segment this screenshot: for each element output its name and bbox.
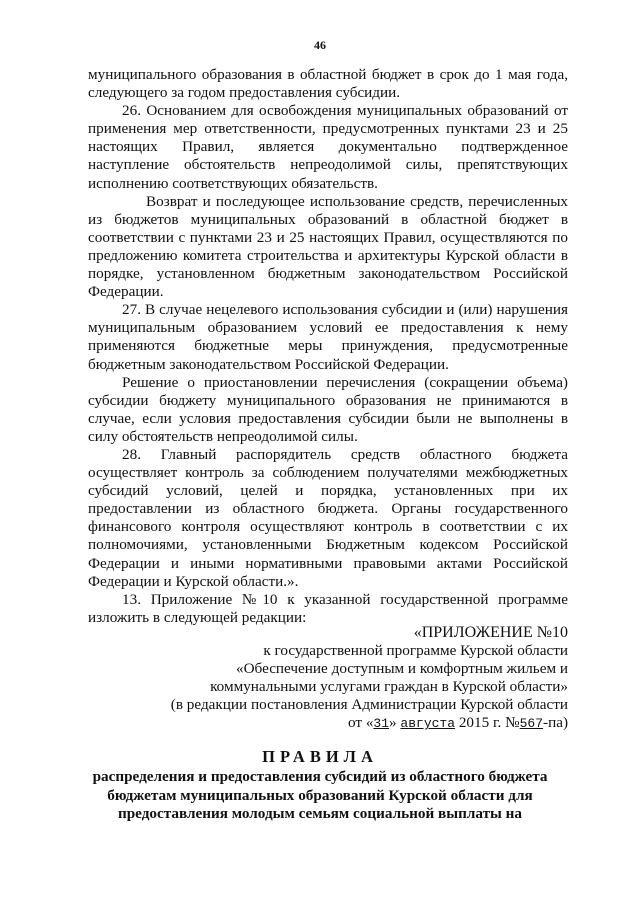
appendix-line: «Обеспечение доступным и комфортным жильем и — [235, 660, 568, 678]
date-month: августа — [400, 716, 456, 732]
paragraph-28: 28. Главный распорядитель средств областного бюджета осуществляет контроль за соблюдением получателями межбюджетных субсидий условий, целей и порядка, установленных при их предоставлении из областного бюджета. Органы государственного финансового контроля осуществляют контроль в соответствии с их полномочиями, установленными Бюджетным кодексом Российской Федерации и иными нормативными правовыми актами Российской Федерации и Курской области.». — [88, 445, 568, 590]
paragraph-refund-usage: Возврат и последующее использование средств, перечисленных из бюджетов муниципальных образований в областной бюджет в соответствии с пунктами 23 и 25 настоящих Правил, осуществляются по предложению комитета строительства и архитектуры Курской области в порядке, установленном бюджетным законодательством Российской Федерации. — [88, 192, 568, 301]
rules-title — [60, 748, 580, 824]
appendix-heading: «ПРИЛОЖЕНИЕ №10 — [413, 624, 568, 641]
paragraph-continuation: муниципального образования в областной бюджет в срок до 1 мая года, следующего за годом предоставления субсидии. — [88, 66, 568, 102]
date-prefix: от « — [348, 714, 374, 732]
date-suffix: -па) — [543, 714, 568, 732]
rules-heading: ПРАВИЛА — [262, 747, 378, 766]
date-mid: » — [389, 714, 397, 732]
appendix-header — [150, 624, 568, 734]
date-year: 2015 г. № — [458, 714, 520, 732]
appendix-date-line — [150, 714, 568, 733]
date-day: 31 — [373, 716, 390, 732]
rules-subtitle-line: распределения и предоставления субсидий из областного бюджета — [92, 768, 548, 786]
paragraph-26: 26. Основанием для освобождения муниципальных образований от применения мер ответственности, предусмотренных пунктами 23 и 25 настоящих Правил, является документально подтвержденное наступление обстоятельств непреодолимой силы, препятствующих исполнению соответствующих обязательств. — [88, 102, 568, 192]
rules-subtitle-line: бюджетам муниципальных образований Курской области для — [107, 786, 533, 804]
resolution-number: 567 — [519, 716, 544, 732]
appendix-line: к государственной программе Курской области — [263, 642, 568, 660]
appendix-line: (в редакции постановления Администрации Курской области — [170, 696, 568, 714]
paragraph-13: 13. Приложение №10 к указанной государственной программе изложить в следующей редакции: — [88, 590, 568, 626]
page-number: 46 — [314, 38, 326, 52]
paragraph-27: 27. В случае нецелевого использования субсидии и (или) нарушения муниципальным образованием условий ее предоставления к нему применяются бюджетные меры принуждения, предусмотренные бюджетным законодательством Российской Федерации. — [88, 301, 568, 373]
document-body — [88, 66, 568, 627]
appendix-line: коммунальными услугами граждан в Курской области» — [210, 678, 568, 696]
rules-subtitle-line: предоставления молодым семьям социальной выплаты на — [117, 805, 523, 823]
paragraph-suspension-decision: Решение о приостановлении перечисления (сокращении объема) субсидии бюджету муниципального образования не принимаются в случае, если условия предоставления субсидии были не выполнены в силу обстоятельств непреодолимой силы. — [88, 373, 568, 445]
